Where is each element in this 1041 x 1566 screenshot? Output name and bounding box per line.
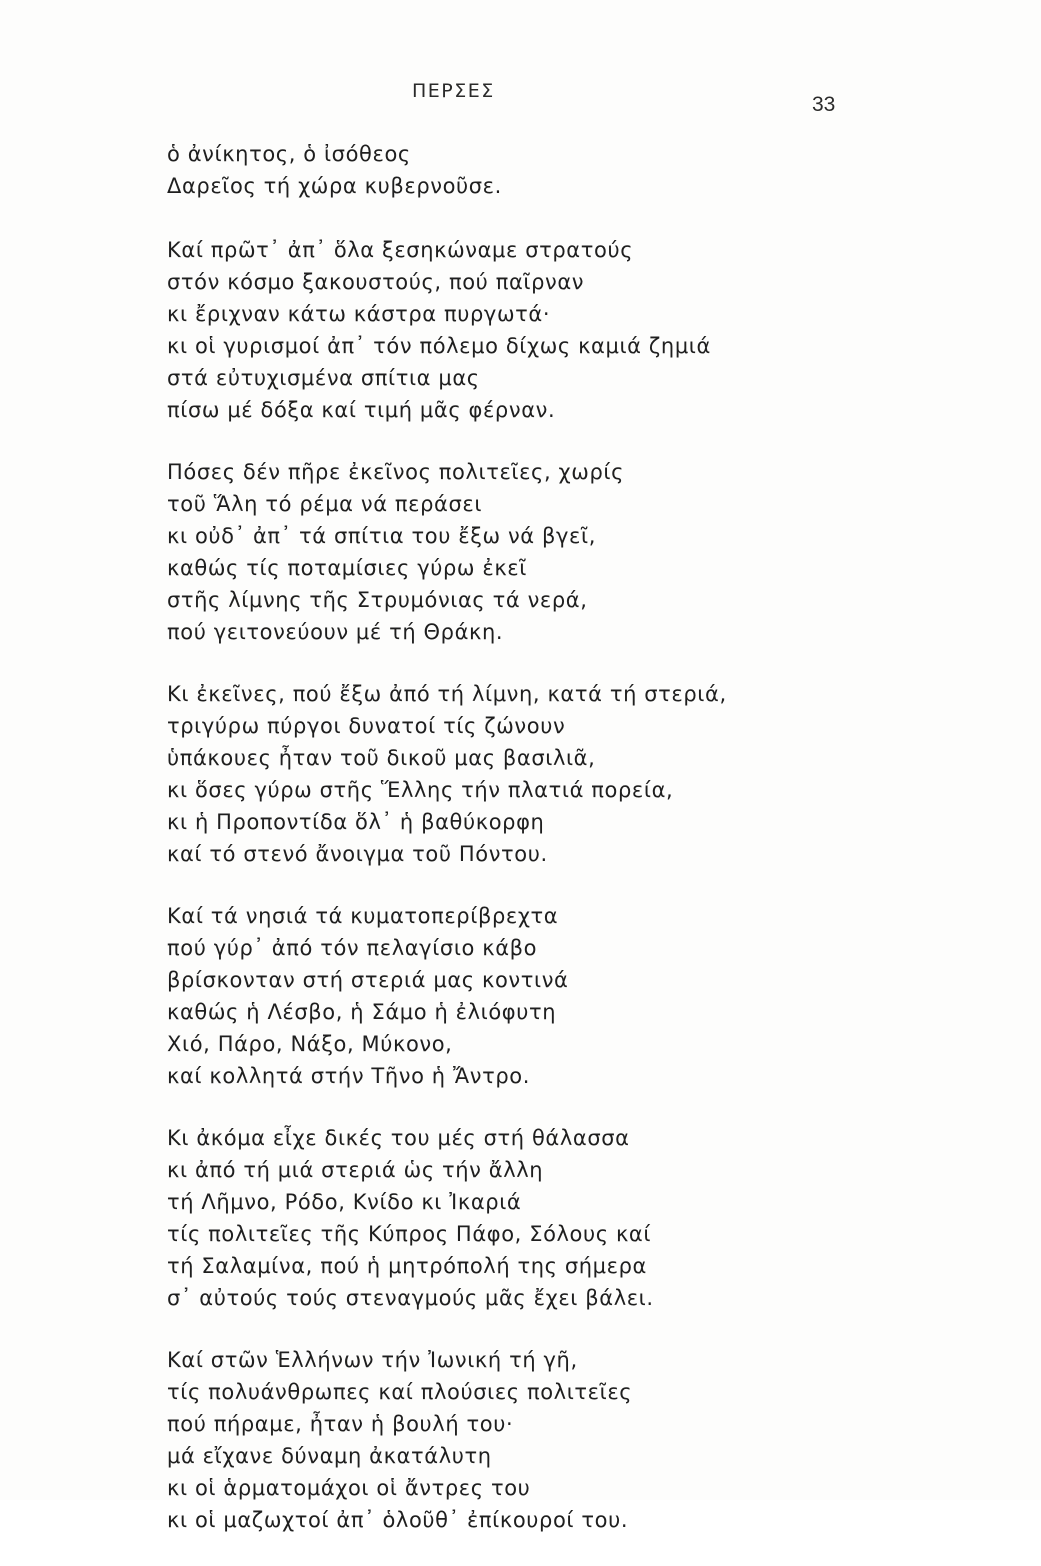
- verse-line: τοῦ Ἅλη τό ρέμα νά περάσει: [167, 492, 483, 516]
- stanza: [167, 456, 867, 648]
- verse-line: τή Λῆμνο, Ρόδο, Κνίδο κι Ἰκαριά: [167, 1190, 522, 1214]
- verse-line: πού πήραμε, ἦταν ἡ βουλή του·: [167, 1412, 514, 1436]
- verse-line: ὑπάκουες ἦταν τοῦ δικοῦ μας βασιλιᾶ,: [167, 746, 596, 770]
- verse-line: τίς πολυάνθρωπες καί πλούσιες πολιτεῖες: [167, 1380, 633, 1404]
- verse-line: πίσω μέ δόξα καί τιμή μᾶς φέρναν.: [167, 398, 556, 422]
- verse-line: τίς πολιτεῖες τῆς Κύπρος Πάφο, Σόλους καί: [167, 1222, 652, 1246]
- verse-line: στῆς λίμνης τῆς Στρυμόνιας τά νερά,: [167, 588, 588, 612]
- verse-line: στόν κόσμο ξακουστούς, πού παῖρναν: [167, 270, 585, 294]
- page-number: 33: [812, 93, 836, 116]
- verse-line: τή Σαλαμίνα, πού ἡ μητρόπολή της σήμερα: [167, 1254, 647, 1278]
- verse-line: καί κολλητά στήν Τῆνο ἡ Ἄντρο.: [167, 1064, 530, 1088]
- verse-line: καί τό στενό ἄνοιγμα τοῦ Πόντου.: [167, 842, 548, 866]
- verse-line: καθώς τίς ποταμίσιες γύρω ἐκεῖ: [167, 556, 527, 580]
- stanza: [167, 234, 867, 426]
- verse-line: στά εὐτυχισμένα σπίτια μας: [167, 366, 480, 390]
- stanza: [167, 138, 867, 202]
- verse-line: κι οἱ μαζωχτοί ἀπ᾽ ὁλοῦθ᾽ ἐπίκουροί του.: [167, 1508, 629, 1532]
- verse-line: Χιό, Πάρο, Νάξο, Μύκονο,: [167, 1032, 453, 1056]
- stanza: [167, 1122, 867, 1314]
- running-head-title: ΠΕΡΣΕΣ: [412, 80, 495, 102]
- verse-line: Δαρεῖος τή χώρα κυβερνοῦσε.: [167, 174, 502, 198]
- verse-line: βρίσκονταν στή στεριά μας κοντινά: [167, 968, 569, 992]
- verse-line: κι ὅσες γύρω στῆς Ἕλλης τήν πλατιά πορεία,: [167, 778, 674, 802]
- verse-line: Κι ἐκεῖνες, πού ἔξω ἀπό τή λίμνη, κατά τή στεριά,: [167, 682, 727, 706]
- verse-line: πού γειτονεύουν μέ τή Θράκη.: [167, 620, 504, 644]
- verse-line: Καί στῶν Ἑλλήνων τήν Ἰωνική τή γῆ,: [167, 1348, 578, 1372]
- stanza: [167, 678, 867, 870]
- verse-line: Πόσες δέν πῆρε ἐκεῖνος πολιτεῖες, χωρίς: [167, 460, 625, 484]
- verse-line: κι οὐδ᾽ ἀπ᾽ τά σπίτια του ἔξω νά βγεῖ,: [167, 524, 596, 548]
- verse-line: καθώς ἡ Λέσβο, ἡ Σάμο ἡ ἐλιόφυτη: [167, 1000, 557, 1024]
- verse-line: πού γύρ᾽ ἀπό τόν πελαγίσιο κάβο: [167, 936, 538, 960]
- verse-line: τριγύρω πύργοι δυνατοί τίς ζώνουν: [167, 714, 566, 738]
- stanza: [167, 1344, 867, 1536]
- verse-line: κι οἱ γυρισμοί ἀπ᾽ τόν πόλεμο δίχως καμιά ζημιά: [167, 334, 711, 358]
- verse-line: κι ἔριχναν κάτω κάστρα πυργωτά·: [167, 302, 551, 326]
- verse-line: ὁ ἀνίκητος, ὁ ἰσόθεος: [167, 142, 411, 166]
- verse-line: κι ἡ Προποντίδα ὅλ᾽ ἡ βαθύκορφη: [167, 810, 545, 834]
- verse-line: σ᾽ αὐτούς τούς στεναγμούς μᾶς ἔχει βάλει.: [167, 1286, 654, 1310]
- poem-text: [167, 138, 867, 1566]
- verse-line: Καί τά νησιά τά κυματοπερίβρεχτα: [167, 904, 559, 928]
- verse-line: κι οἱ ἁρματομάχοι οἱ ἄντρες του: [167, 1476, 531, 1500]
- verse-line: μά εἴχανε δύναμη ἀκατάλυτη: [167, 1444, 492, 1468]
- verse-line: Καί πρῶτ᾽ ἀπ᾽ ὅλα ξεσηκώναμε στρατούς: [167, 238, 634, 262]
- verse-line: κι ἀπό τή μιά στεριά ὡς τήν ἄλλη: [167, 1158, 544, 1182]
- verse-line: Κι ἀκόμα εἶχε δικές του μές στή θάλασσα: [167, 1126, 630, 1150]
- stanza: [167, 900, 867, 1092]
